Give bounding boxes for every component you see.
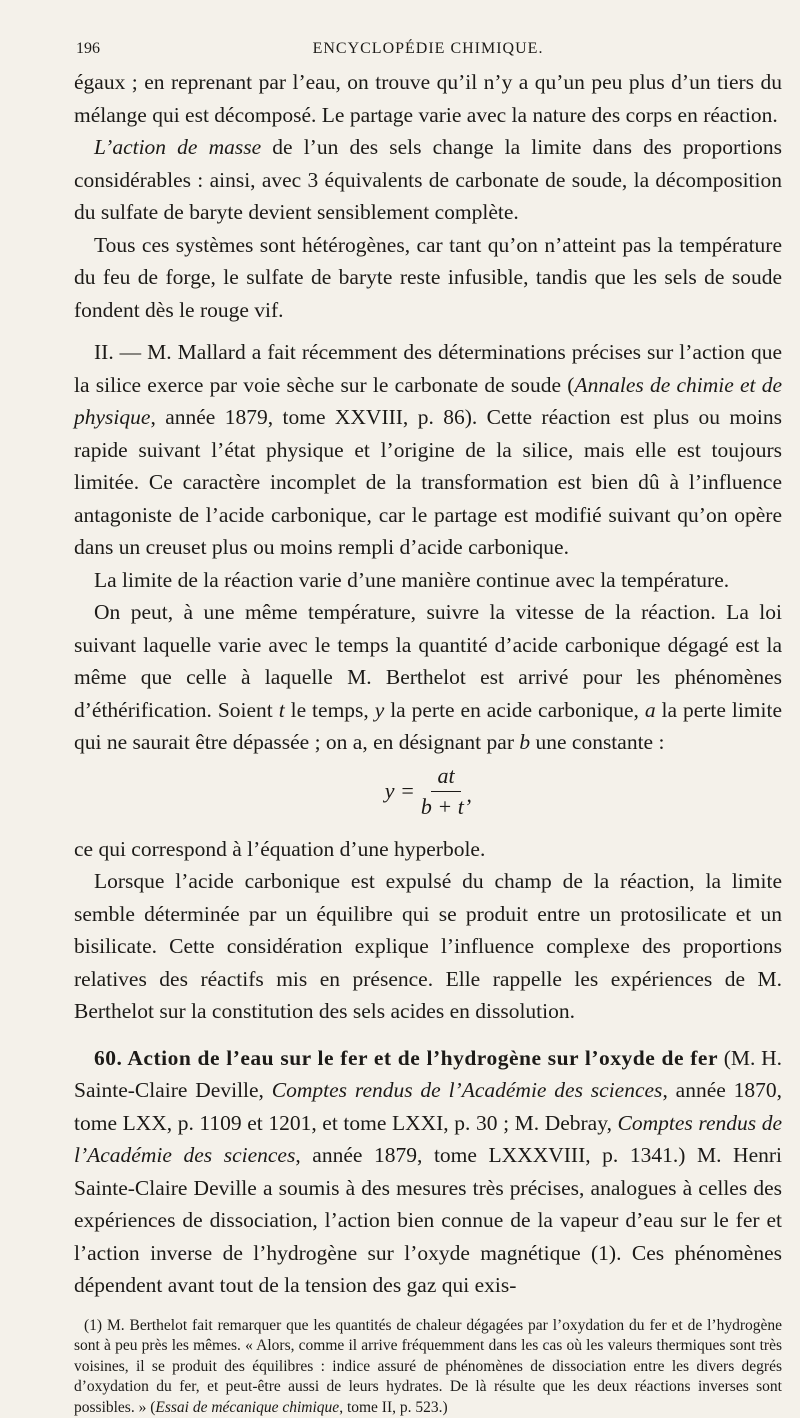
paragraph-1: égaux ; en reprenant par l’eau, on trouve qu’il n’y a qu’un peu plus d’un tiers du mélange qui est décomposé. Le partage varie avec la nature des corps en réaction. — [74, 66, 782, 131]
body-text — [74, 66, 782, 1302]
footnote-1-end: , tome II, p. 523.) — [339, 1399, 447, 1416]
p6-e: une constante : — [530, 730, 664, 754]
paragraph-4 — [74, 336, 782, 564]
hyperbola-formula — [74, 763, 782, 825]
p6-a: On peut, à une même température, suivre la vitesse de la réaction. La loi suivant laquelle varie avec le temps la quantité d’acide carbonique dégagé est la même que celle à laquelle M. Berthelot est arrivé pour les phénomènes d’éthérification. Soient — [74, 600, 782, 722]
paragraph-4-text-a: II. — M. Mallard a fait récemment des déterminations précises sur l’action que la silice exerce par voie sèche sur le carbonate de soude ( — [74, 340, 782, 397]
paragraph-8: Lorsque l’acide carbonique est expulsé du champ de la réaction, la limite semble déterminée par un équilibre qui se produit entre un protosilicate et un bisilicate. Cette considération explique l’influence complexe des proportions relatives des réactifs mis en présence. Elle rappelle les expériences de M. Berthelot sur la constitution des sels acides en dissolution. — [74, 865, 782, 1028]
footnotes — [74, 1316, 782, 1418]
p6-d: la perte limite qui ne saurait être dépassée ; on a, en désignant par — [74, 698, 782, 755]
section-60-title: 60. Action de l’eau sur le fer et de l’hydrogène sur l’oxyde de fer — [94, 1046, 718, 1070]
page-header — [74, 40, 782, 66]
citation-comptes-rendus-1: Comptes rendus de l’Académie des sciences — [272, 1078, 663, 1102]
paragraph-7: ce qui correspond à l’équation d’une hyperbole. — [74, 833, 782, 866]
paragraph-6 — [74, 596, 782, 759]
page — [74, 40, 782, 1418]
var-y: y — [375, 698, 385, 722]
formula-numerator: at — [431, 763, 460, 792]
page-number: 196 — [76, 40, 100, 58]
var-a: a — [645, 698, 656, 722]
footnote-1 — [74, 1316, 782, 1418]
p6-c: la perte en acide carbonique, — [384, 698, 645, 722]
s60-a: (M. H. Sainte-Claire Deville, — [74, 1046, 782, 1103]
action-de-masse-term: L’action de masse — [94, 135, 261, 159]
paragraph-3: Tous ces systèmes sont hétérogènes, car tant qu’on n’atteint pas la température du feu de forge, le sulfate de baryte reste infusible, tandis que les sels de soude fondent dès le rouge vif. — [74, 229, 782, 327]
citation-annales: Annales de chimie et de physique — [74, 373, 782, 430]
citation-comptes-rendus-2: Comptes rendus de l’Académie des sciences — [74, 1111, 782, 1168]
p6-b: le temps, — [285, 698, 375, 722]
formula-denominator: b + t’ — [421, 792, 471, 820]
footnote-1-text: (1) M. Berthelot fait remarquer que les quantités de chaleur dégagées par l’oxydation du fer et de l’hydrogène sont à peu près les mêmes. « Alors, comme il arrive fréquemment dans les cas où les valeurs thermiques sont très voisines, il se produit des équilibres : indice assuré de phénomènes de dissociation entre les divers degrés d’oxydation du fer, et peut-être aussi de leurs hydrates. De là résulte que les deux réactions inverses sont possibles. » ( — [74, 1317, 782, 1416]
footnote-citation: Essai de mécanique chimique — [155, 1399, 339, 1416]
s60-b: , année 1870, tome LXX, p. 1109 et 1201, et tome LXXI, p. 30 ; M. Debray, — [74, 1078, 782, 1135]
paragraph-5: La limite de la réaction varie d’une manière continue avec la température. — [74, 564, 782, 597]
var-b: b — [519, 730, 530, 754]
paragraph-2-text: de l’un des sels change la limite dans des proportions considérables : ainsi, avec 3 équivalents de carbonate de soude, la décomposition du sulfate de baryte devient sensiblement complète. — [74, 135, 782, 224]
var-t: t — [279, 698, 285, 722]
paragraph-2 — [74, 131, 782, 229]
section-60 — [74, 1042, 782, 1302]
paragraph-4-text-b: , année 1879, tome XXVIII, p. 86). Cette réaction est plus ou moins rapide suivant l’état physique et l’origine de la silice, mais elle est toujours limitée. Ce caractère incomplet de la transformation est bien dû à l’influence antagoniste de l’acide carbonique, car le partage est modifié suivant qu’on opère dans un creuset plus ou moins rempli d’acide carbonique. — [74, 405, 782, 559]
running-title: ENCYCLOPÉDIE CHIMIQUE. — [74, 40, 782, 58]
s60-c: , année 1879, tome LXXXVIII, p. 1341.) M. Henri Sainte-Claire Deville a soumis à des mesures très précises, analogues à celles des expériences de dissociation, l’action bien connue de la vapeur d’eau sur le fer et l’action inverse de l’hydrogène sur l’oxyde magnétique (1). Ces phénomènes dépendent avant tout de la tension des gaz qui exis- — [74, 1143, 782, 1297]
formula-lhs: y = — [385, 775, 415, 808]
